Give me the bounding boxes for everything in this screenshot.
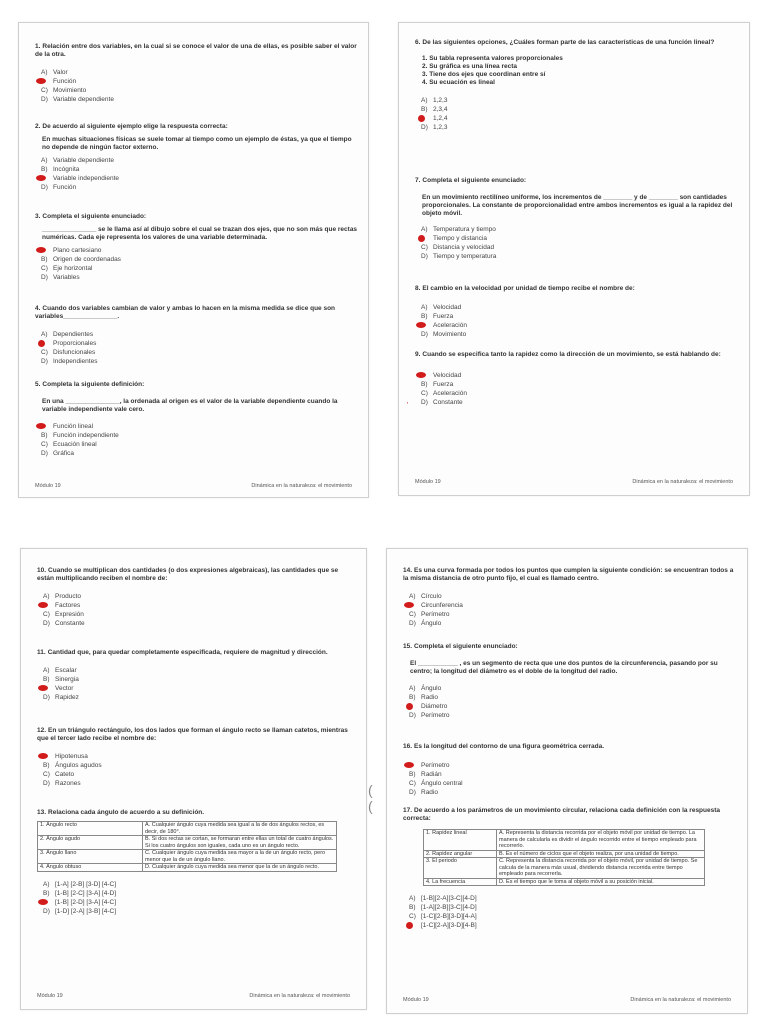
option-selected[interactable]: Factores: [43, 601, 356, 610]
footer-module: Módulo 19: [403, 997, 429, 1003]
answer-mark: [36, 175, 46, 181]
answer-mark: [36, 78, 46, 84]
option-selected[interactable]: Circunferencia: [409, 601, 737, 610]
option[interactable]: D) Ángulo: [409, 620, 442, 627]
option-selected[interactable]: Vector: [43, 684, 356, 693]
option[interactable]: B) Sinergia: [43, 676, 79, 683]
option-selected[interactable]: Tiempo y distancia: [421, 234, 739, 243]
option[interactable]: A) Valor: [41, 69, 68, 76]
answer-mark: [36, 247, 46, 253]
option[interactable]: A) Velocidad: [421, 304, 462, 311]
question-statement: En un movimiento rectilíneo uniforme, los incrementos de ________ y de ________ son cantidades proporcionales. La constante de proporcionalidad entre ambos incrementos es igual a la rapidez del objeto móvil.: [422, 194, 733, 217]
footer-title: Dinámica en la naturaleza: el movimiento: [251, 483, 352, 489]
question-12: 12. En un triángulo rectángulo, los dos lados que forman el ángulo recto se llaman catetos, mientras que el tercer lado recibe el nombre de: Hipotenusa B) Ángulos agudos C) Cateto D) Razones: [37, 727, 356, 788]
option[interactable]: A) Círculo: [409, 593, 442, 600]
option[interactable]: D) Función: [41, 184, 77, 191]
option[interactable]: C) Distancia y velocidad: [421, 244, 495, 251]
option[interactable]: C) Disfuncionales: [41, 349, 96, 356]
option-selected[interactable]: Función lineal: [41, 422, 358, 431]
option[interactable]: C) Aceleración: [421, 390, 467, 397]
option-selected[interactable]: Perímetro: [409, 761, 737, 770]
question-text: Relaciona cada ángulo de acuerdo a su definición.: [48, 809, 205, 816]
option[interactable]: A) Escalar: [43, 667, 77, 674]
option[interactable]: D) Variable dependiente: [41, 96, 114, 103]
option-selected[interactable]: Proporcionales: [41, 339, 358, 348]
answer-mark: [404, 762, 414, 768]
option[interactable]: B) Fuerza: [421, 381, 454, 388]
page-footer: [415, 479, 733, 485]
table-row: 3. El periodo C. Representa la distancia recorrida por el objeto móvil, por unidad de tiempo. Se calcula de la manera más usual, dividiendo distancia recorrida entre tiempo empleado para recorrerla.: [424, 858, 705, 879]
table-row: 2. Rapidez angular B. Es el número de ciclos que el objeto realiza, por una unidad de tiempo.: [424, 850, 705, 858]
page-footer: [37, 993, 350, 999]
option[interactable]: D) Tiempo y temperatura: [421, 253, 497, 260]
option[interactable]: D) Variables: [41, 274, 80, 281]
option-selected[interactable]: [1-C][2-A][3-D][4-B]: [409, 921, 737, 930]
option[interactable]: B) [1-B] [2-C] [3-A] [4-D]: [43, 889, 117, 897]
answer-mark: [36, 423, 46, 429]
question-statement: En muchas situaciones físicas se suele tomar al tiempo como un ejemplo de éstas, ya que el tiempo no depende de ningún factor externo.: [42, 136, 352, 151]
pen-tick-mark: ': [407, 402, 409, 409]
option[interactable]: A) [1-A] [2-B] [3-D] [4-C]: [43, 880, 117, 888]
question-1: [35, 43, 358, 104]
footer-module: Módulo 19: [35, 483, 61, 489]
option-selected[interactable]: 1,2,4: [421, 114, 739, 123]
option-selected[interactable]: Aceleración: [421, 321, 739, 330]
question-text: Es una curva formada por todos los puntos que cumplen la siguiente condición: se encuentran todos a la misma distancia de otro punto fijo, el cual es llamado centro.: [403, 567, 734, 582]
option-selected[interactable]: Velocidad: [421, 371, 739, 380]
answer-mark: [416, 372, 426, 378]
option[interactable]: B) Ángulos agudos: [43, 762, 102, 769]
answer-mark: [38, 340, 45, 347]
question-13: 13. Relaciona cada ángulo de acuerdo a su definición. 1. Ángulo recto A. Cualquier ángulo cuya medida sea igual a la de dos ángulos rectos, es decir, de 180°. 2. Ángulo agudo B. Si dos rectas se cortan, se formaran entre ellas un total de cuatro ángulos. Si los cuatro ángulos son iguales, cada uno es un ángulo recto. 3. Ángulo llano C. Cualquier ángulo cuya medida sea mayor a la de un ángulo recto, pero menor que la de un ángulo llano. 4. Ángulo obtuso D. Cualquier ángulo cuya medida sea menor que la de un ángulo recto. A) [1-A] [2-B] [3-D] [4-C] B) [1-B] [2-C] [3-A] [4-D] [1-B] [2-D] [3-A] [4-C] D) [1-D] [2-A] [3-B] [4-C]: [37, 809, 356, 916]
question-text: Completa el siguiente enunciado:: [42, 213, 147, 220]
option[interactable]: B) Fuerza: [421, 313, 454, 320]
question-text: Es la longitud del contorno de una figura geométrica cerrada.: [414, 743, 605, 750]
option[interactable]: B) Radio: [409, 694, 438, 701]
question-text: Completa el siguiente enunciado:: [422, 177, 527, 184]
option[interactable]: A) [1-B][2-A][3-C][4-D]: [409, 895, 477, 902]
question-text: Cuando dos variables cambian de valor y ambas lo hacen en la misma medida se dice que son variables_______________.: [35, 305, 336, 320]
option-selected[interactable]: Variable independiente: [41, 174, 358, 183]
answer-mark: [406, 922, 413, 929]
question-text: De las siguientes opciones, ¿Cuáles forman parte de las características de una función lineal?: [422, 39, 715, 46]
question-statement: En una _______________, la ordenada al origen es el valor de la variable dependiente cuando la variable independiente vale cero.: [42, 398, 338, 413]
answer-mark: [406, 703, 413, 710]
answer-mark: [418, 235, 425, 242]
statement-list: 1. Su tabla representa valores proporcionales 2. Su gráfica es una línea recta 3. Tiene dos ejes que coordinan entre sí 4. Su ecuación es lineal: [422, 55, 563, 86]
page-1: [18, 22, 369, 498]
option[interactable]: D) Independientes: [41, 358, 98, 365]
option[interactable]: A) Dependientes: [41, 331, 94, 338]
option[interactable]: C) Perímetro: [409, 611, 450, 618]
question-11: 11. Cantidad que, para quedar completamente especificada, requiere de magnitud y dirección. A) Escalar B) Sinergia Vector D) Rapidez: [37, 649, 356, 702]
question-10: 10. Cuando se multiplican dos cantidades (o dos expresiones algebraicas), las cantidades que se están multiplicando reciben el nombre de: A) Producto Factores C) Expresión D) Constante: [37, 567, 356, 628]
answer-mark: [38, 602, 48, 608]
question-3: 3. Completa el siguiente enunciado: _______________ se le llama así al dibujo sobre el cual se trazan dos ejes, que no son más que rectas numéricas. Cada eje representa los valores de una variable determinada. Plano cartesiano B) Origen de coordenadas C) Eje horizontal D) Variables: [35, 213, 358, 281]
question-text: Cuando se especifica tanto la rapidez como la dirección de un movimiento, se está hablando de:: [422, 351, 721, 358]
option[interactable]: D) [1-D] [2-A] [3-B] [4-C]: [43, 907, 117, 915]
table-row: 4. Ángulo obtuso D. Cualquier ángulo cuya medida sea menor que la de un ángulo recto.: [38, 864, 337, 872]
question-text: Cuando se multiplican dos cantidades (o dos expresiones algebraicas), las cantidades que se están multiplicando reciben el nombre de:: [37, 567, 339, 582]
option[interactable]: C) Movimiento: [41, 87, 87, 94]
footer-module: Módulo 19: [37, 993, 63, 999]
option[interactable]: C) Ecuación lineal: [41, 441, 97, 448]
footer-title: Dinámica en la naturaleza: el movimiento: [249, 993, 350, 999]
question-16: 16. Es la longitud del contorno de una figura geométrica cerrada. Perímetro B) Radián C) Ángulo central D) Radio: [403, 743, 737, 797]
footer-title: Dinámica en la naturaleza: el movimiento: [632, 479, 733, 485]
option[interactable]: D) Rapidez: [43, 694, 79, 701]
question-number: 1.: [35, 43, 41, 50]
question-text: De acuerdo al siguiente ejemplo elige la respuesta correcta:: [42, 123, 228, 130]
option[interactable]: C) [1-C][2-B][3-D][4-A]: [409, 913, 477, 920]
footer-module: Módulo 19: [415, 479, 441, 485]
option[interactable]: D) Movimiento: [421, 331, 467, 338]
table-row: 1. Rapidez lineal A. Representa la distancia recorrida por el objeto móvil por unidad de tiempo. La manera de calcularla es dividir el ángulo recorrido entre el tiempo empleado para recorrerlo.: [424, 830, 705, 851]
table-row: 1. Ángulo recto A. Cualquier ángulo cuya medida sea igual a la de dos ángulos rectos, es decir, de 180°.: [38, 822, 337, 836]
option[interactable]: C) Expresión: [43, 611, 84, 618]
answer-mark: [38, 899, 48, 905]
question-2: 2. De acuerdo al siguiente ejemplo elige la respuesta correcta: En muchas situaciones físicas se suele tomar al tiempo como un ejemplo de éstas, ya que el tiempo no depende de ningún factor externo. A) Variable dependiente B) Incógnita Variable independiente D) Función: [35, 123, 358, 192]
option-selected[interactable]: Hipotenusa: [43, 752, 356, 761]
page-3: [20, 548, 367, 1010]
option[interactable]: A) Producto: [43, 593, 82, 600]
page-footer: [35, 483, 352, 489]
question-text: En un triángulo rectángulo, los dos lados que forman el ángulo recto se llaman catetos, mientras que el tercer lado recibe el nombre de:: [37, 727, 348, 742]
question-15: 15. Completa el siguiente enunciado: El ___________ , es un segmento de recta que une dos puntos de la circunferencia, pasando por su centro; la longitud del diámetro es el doble de la longitud del radio. A) Ángulo B) Radio Diámetro D) Perímetro: [403, 643, 737, 720]
option[interactable]: D) 1,2,3: [421, 124, 448, 131]
footer-title: Dinámica en la naturaleza: el movimiento: [630, 997, 731, 1003]
question-text: De acuerdo a los parámetros de un movimiento circular, relaciona cada definición con la respuesta correcta:: [403, 807, 721, 822]
option[interactable]: D) Perímetro: [409, 712, 450, 719]
option-selected[interactable]: Función: [41, 77, 358, 86]
option[interactable]: B) Función independiente: [41, 432, 119, 439]
table-row: 3. Ángulo llano C. Cualquier ángulo cuya medida sea mayor a la de un ángulo recto, pero menor que la de un ángulo llano.: [38, 850, 337, 864]
question-text: Completa la siguiente definición:: [42, 381, 145, 388]
question-9: 9. Cuando se especifica tanto la rapidez como la dirección de un movimiento, se está hablando de: Velocidad B) Fuerza C) Aceleración D) Constante: [415, 351, 739, 407]
question-7: 7. Completa el siguiente enunciado: En un movimiento rectilíneo uniforme, los incrementos de ________ y de ________ son cantidades proporcionales. La constante de proporcionalidad entre ambos incrementos es igual a la rapidez del objeto móvil. A) Temperatura y tiempo Tiempo y distancia C) Distancia y velocidad D) Tiempo y temperatura: [415, 177, 739, 261]
question-text: Cantidad que, para quedar completamente especificada, requiere de magnitud y dirección.: [47, 649, 328, 656]
matching-table: [37, 821, 337, 872]
answer-mark: [418, 115, 425, 122]
option[interactable]: A) Variable dependiente: [41, 157, 114, 164]
question-text: Completa el siguiente enunciado:: [414, 643, 518, 650]
table-row: 2. Ángulo agudo B. Si dos rectas se cortan, se formaran entre ellas un total de cuatro ángulos. Si los cuatro ángulos son iguales, cada uno es un ángulo recto.: [38, 836, 337, 850]
option[interactable]: D) Constante: [43, 620, 85, 627]
option[interactable]: A) Ángulo: [409, 685, 442, 692]
option[interactable]: D) Gráfica: [41, 450, 74, 457]
option-selected[interactable]: Diámetro: [409, 702, 737, 711]
option[interactable]: C) Ángulo central: [409, 780, 463, 787]
answer-mark: [38, 753, 48, 759]
question-text: El cambio en la velocidad por unidad de tiempo recibe el nombre de:: [422, 285, 635, 292]
question-text: Relación entre dos variables, en la cual si se conoce el valor de una de ellas, es posible saber el valor de la otra.: [35, 43, 357, 58]
page-footer: [403, 997, 731, 1003]
question-statement: El ___________ , es un segmento de recta que une dos puntos de la circunferencia, pasando por su centro; la longitud del diámetro es el doble de la longitud del radio.: [410, 660, 718, 675]
question-17: 17. De acuerdo a los parámetros de un movimiento circular, relaciona cada definición con la respuesta correcta: 1. Rapidez lineal A. Representa la distancia recorrida por el objeto móvil por unidad de tiempo. La manera de calcularla es dividir el ángulo recorrido entre el tiempo empleado para recorrerlo. 2. Rapidez angular B. Es el número de ciclos que el objeto realiza, por una unidad de tiempo. 3. El periodo C. Representa la distancia recorrida por el objeto móvil, por unidad de tiempo. Se calcula de la manera más usual, dividiendo distancia recorrida entre tiempo empleado para recorrerla. 4. La frecuencia D. Es el tiempo que le toma al objeto móvil a su posición inicial. A) [1-B][2-A][3-C][4-D] B) [1-A][2-B][3-C][4-D] C) [1-C][2-B][3-D][4-A] [1-C][2-A][3-D][4-B]: [403, 807, 737, 930]
option[interactable]: A) Temperatura y tiempo: [421, 226, 496, 233]
option[interactable]: C) Eje horizontal: [41, 265, 93, 272]
question-14: 14. Es una curva formada por todos los puntos que cumplen la siguiente condición: se encuentran todos a la misma distancia de otro punto fijo, el cual es llamado centro. A) Círculo Circunferencia C) Perímetro D) Ángulo: [403, 567, 737, 628]
option[interactable]: B) Origen de coordenadas: [41, 256, 121, 263]
question-statement: _______________ se le llama así al dibujo sobre el cual se trazan dos ejes, que no son más que rectas numéricas. Cada eje representa los valores de una variable determinada.: [42, 226, 358, 241]
option[interactable]: B) [1-A][2-B][3-C][4-D]: [409, 904, 477, 911]
matching-table: [423, 829, 705, 886]
option[interactable]: A) 1,2,3: [421, 97, 448, 104]
question-8: 8. El cambio en la velocidad por unidad de tiempo recibe el nombre de: A) Velocidad B) Fuerza Aceleración D) Movimiento: [415, 285, 739, 339]
table-row: 4. La frecuencia D. Es el tiempo que le toma al objeto móvil a su posición inicial.: [424, 878, 705, 886]
question-6: 6. De las siguientes opciones, ¿Cuáles forman parte de las características de una función lineal? 1. Su tabla representa valores proporcionales 2. Su gráfica es una línea recta 3. Tiene dos ejes que coordinan entre sí 4. Su ecuación es lineal A) 1,2,3 B) 2,3,4 1,2,4 D) 1,2,3: [415, 39, 739, 132]
page-4: [386, 548, 748, 1014]
pen-mark: (: [368, 782, 373, 798]
pen-mark: (: [368, 798, 373, 814]
answer-mark: [404, 602, 414, 608]
option[interactable]: D) Constante: [421, 399, 463, 406]
option[interactable]: B) Radián: [409, 771, 442, 778]
option[interactable]: B) Incógnita: [41, 166, 80, 173]
option[interactable]: D) Razones: [43, 780, 81, 787]
option-selected[interactable]: [1-B] [2-D] [3-A] [4-C]: [43, 898, 356, 907]
option[interactable]: C) Cateto: [43, 771, 75, 778]
answer-mark: [416, 322, 426, 328]
option[interactable]: B) 2,3,4: [421, 106, 448, 113]
page-2: [398, 22, 750, 496]
question-5: 5. Completa la siguiente definición: En una _______________, la ordenada al origen es el valor de la variable dependiente cuando la variable independiente vale cero. Función lineal B) Función independiente C) Ecuación lineal D) Gráfica: [35, 381, 358, 458]
answer-mark: [38, 685, 48, 691]
question-4: 4. Cuando dos variables cambian de valor y ambas lo hacen en la misma medida se dice que son variables_______________. A) Dependientes Proporcionales C) Disfuncionales D) Independientes: [35, 305, 358, 366]
option-selected[interactable]: Plano cartesiano: [41, 246, 358, 255]
option[interactable]: D) Radio: [409, 789, 438, 796]
